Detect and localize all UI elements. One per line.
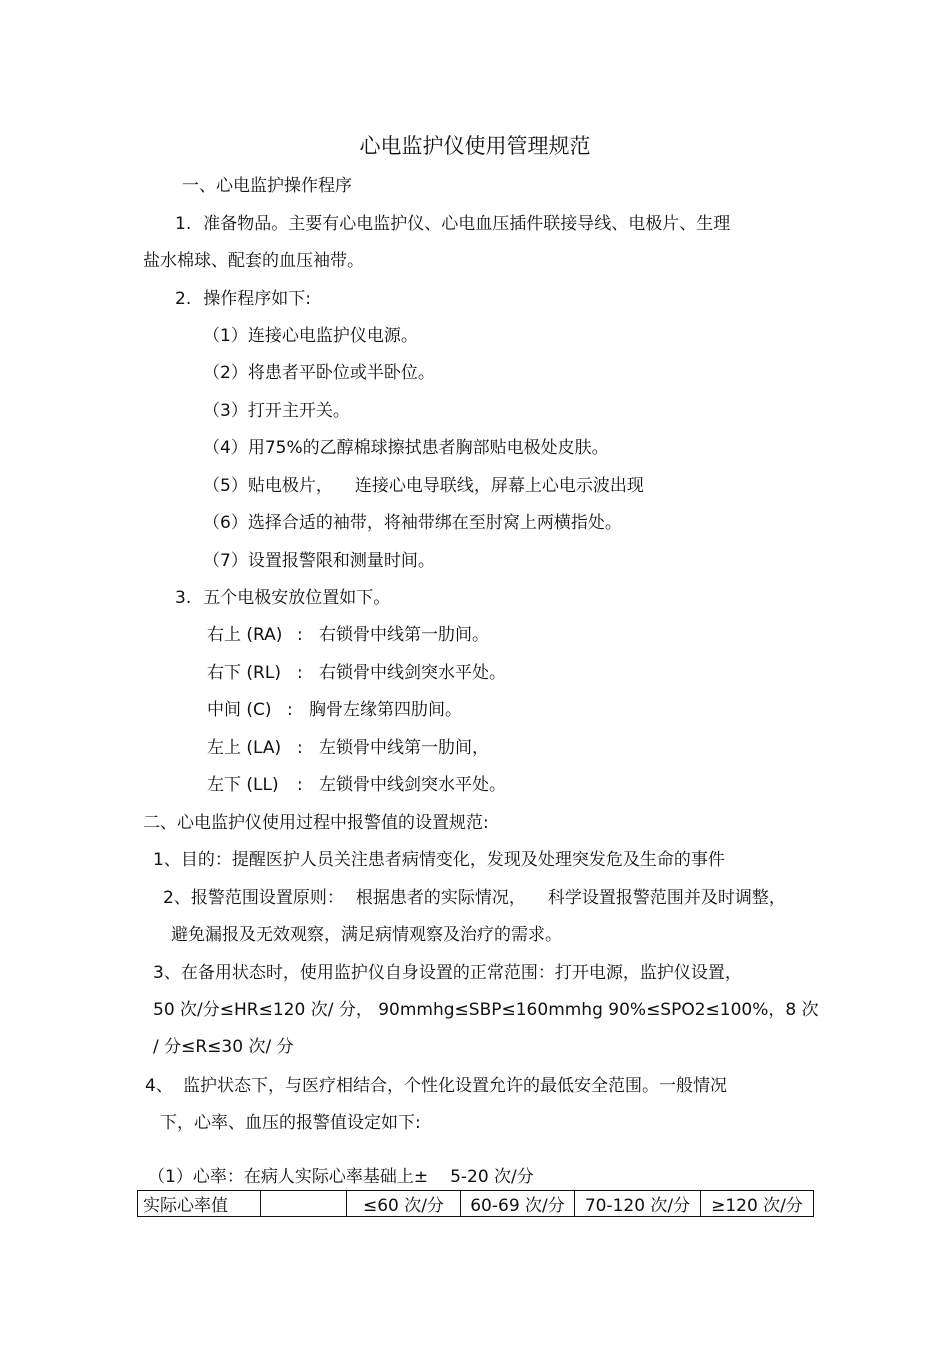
electrode-desc: 右锁骨中线第一肋间。 bbox=[319, 625, 489, 645]
electrode-name: 右下 (RL) bbox=[207, 663, 281, 683]
electrode-sep: : bbox=[297, 663, 303, 683]
step-1 bbox=[203, 325, 418, 347]
step-text: 设置报警限和测量时间。 bbox=[247, 551, 435, 571]
electrode-sep: : bbox=[287, 700, 293, 720]
step-number: （2） bbox=[203, 363, 248, 383]
step-5 bbox=[203, 475, 644, 497]
step-text: 连接心电监护仪电源。 bbox=[247, 326, 418, 346]
hr-label-b: 5-20 次/分 bbox=[450, 1167, 534, 1187]
item1-line1 bbox=[175, 213, 730, 235]
heart-rate-table bbox=[137, 1190, 814, 1217]
step-text: 打开主开关。 bbox=[247, 401, 350, 421]
step-2 bbox=[203, 362, 435, 384]
section1-heading: 一、心电监护操作程序 bbox=[182, 176, 352, 196]
table-cell: 60-69 次/分 bbox=[461, 1191, 575, 1217]
p4-number: 4、 bbox=[145, 1076, 173, 1096]
item1-text: 准备物品。主要有心电监护仪、心电血压插件联接导线、电极片、生理 bbox=[203, 214, 731, 234]
table-cell: ≤60 次/分 bbox=[347, 1191, 461, 1217]
electrode-la bbox=[207, 737, 489, 759]
p2-part-a: 2、报警范围设置原则： bbox=[163, 888, 344, 908]
section2-p4-line2: 下，心率、血压的报警值设定如下: bbox=[160, 1113, 421, 1133]
electrode-desc: 左锁骨中线第一肋间， bbox=[319, 738, 489, 758]
electrode-name: 左下 (LL) bbox=[207, 775, 279, 795]
step-number: （7） bbox=[203, 551, 248, 571]
step-text-a: 贴电极片， bbox=[247, 476, 333, 496]
step-number: （4） bbox=[203, 438, 248, 458]
section2-p3-line2: 50 次/分≤HR≤120 次/ 分， 90mmhg≤SBP≤160mmhg 90%≤SPO2≤100%，8 次 bbox=[153, 1000, 819, 1020]
step-3 bbox=[203, 400, 350, 422]
step-number: （5） bbox=[203, 476, 248, 496]
electrode-name: 右上 (RA) bbox=[207, 625, 283, 645]
step-text: 将患者平卧位或半卧位。 bbox=[247, 363, 435, 383]
electrode-name: 中间 (C) bbox=[207, 700, 272, 720]
electrode-ra bbox=[207, 624, 489, 646]
step-number: （6） bbox=[203, 513, 248, 533]
section2-heading: 二、心电监护仪使用过程中报警值的设置规范: bbox=[143, 813, 489, 833]
hr-label-a: （1）心率：在病人实际心率基础上± bbox=[148, 1167, 429, 1187]
step-text-b: 连接心电导联线，屏幕上心电示波出现 bbox=[354, 476, 644, 496]
table-cell bbox=[261, 1191, 347, 1217]
item3-number: 3. bbox=[175, 588, 192, 608]
step-number: （1） bbox=[203, 326, 248, 346]
electrode-sep: : bbox=[297, 625, 303, 645]
step-7 bbox=[203, 550, 435, 572]
heart-rate-label bbox=[148, 1166, 534, 1188]
electrode-rl bbox=[207, 662, 506, 684]
electrode-desc: 左锁骨中线剑突水平处。 bbox=[319, 775, 506, 795]
electrode-desc: 胸骨左缘第四肋间。 bbox=[309, 700, 462, 720]
step-6 bbox=[203, 512, 622, 534]
step-number: （3） bbox=[203, 401, 248, 421]
table-cell: ≥120 次/分 bbox=[701, 1191, 814, 1217]
electrode-name: 左上 (LA) bbox=[207, 738, 282, 758]
item1-line2: 盐水棉球、配套的血压袖带。 bbox=[143, 251, 364, 271]
electrode-desc: 右锁骨中线剑突水平处。 bbox=[319, 663, 506, 683]
item1-number: 1. bbox=[175, 214, 192, 234]
step-text: 选择合适的袖带，将袖带绑在至肘窝上两横指处。 bbox=[247, 513, 622, 533]
step-4 bbox=[203, 437, 609, 459]
step-text: 用75%的乙醇棉球擦拭患者胸部贴电极处皮肤。 bbox=[247, 438, 609, 458]
item2-line bbox=[175, 288, 311, 310]
item3-line bbox=[175, 587, 390, 609]
section2-p1: 1、目的：提醒医护人员关注患者病情变化，发现及处理突发危及生命的事件 bbox=[153, 850, 725, 870]
p2-part-c: 科学设置报警范围并及时调整， bbox=[547, 888, 786, 908]
section2-p2-line1 bbox=[163, 887, 786, 909]
p4-text: 监护状态下，与医疗相结合，个性化设置允许的最低安全范围。一般情况 bbox=[183, 1076, 727, 1096]
item2-number: 2. bbox=[175, 289, 192, 309]
document-title: 心电监护仪使用管理规范 bbox=[359, 134, 591, 158]
electrode-sep: : bbox=[297, 775, 303, 795]
item3-text: 五个电极安放位置如下。 bbox=[203, 588, 391, 608]
item2-text: 操作程序如下: bbox=[203, 289, 311, 309]
electrode-sep: : bbox=[297, 738, 303, 758]
table-cell: 70-120 次/分 bbox=[575, 1191, 701, 1217]
table-cell: 实际心率值 bbox=[138, 1191, 261, 1217]
section2-p3-line1: 3、在备用状态时，使用监护仪自身设置的正常范围：打开电源，监护仪设置， bbox=[153, 963, 742, 983]
electrode-c bbox=[207, 699, 462, 721]
electrode-ll bbox=[207, 774, 506, 796]
table-row bbox=[138, 1191, 814, 1217]
p2-part-b: 根据患者的实际情况， bbox=[355, 888, 526, 908]
section2-p3-line3: / 分≤R≤30 次/ 分 bbox=[153, 1037, 294, 1057]
section2-p2-line2: 避免漏报及无效观察，满足病情观察及治疗的需求。 bbox=[171, 925, 562, 945]
section2-p4-line1 bbox=[145, 1075, 727, 1097]
